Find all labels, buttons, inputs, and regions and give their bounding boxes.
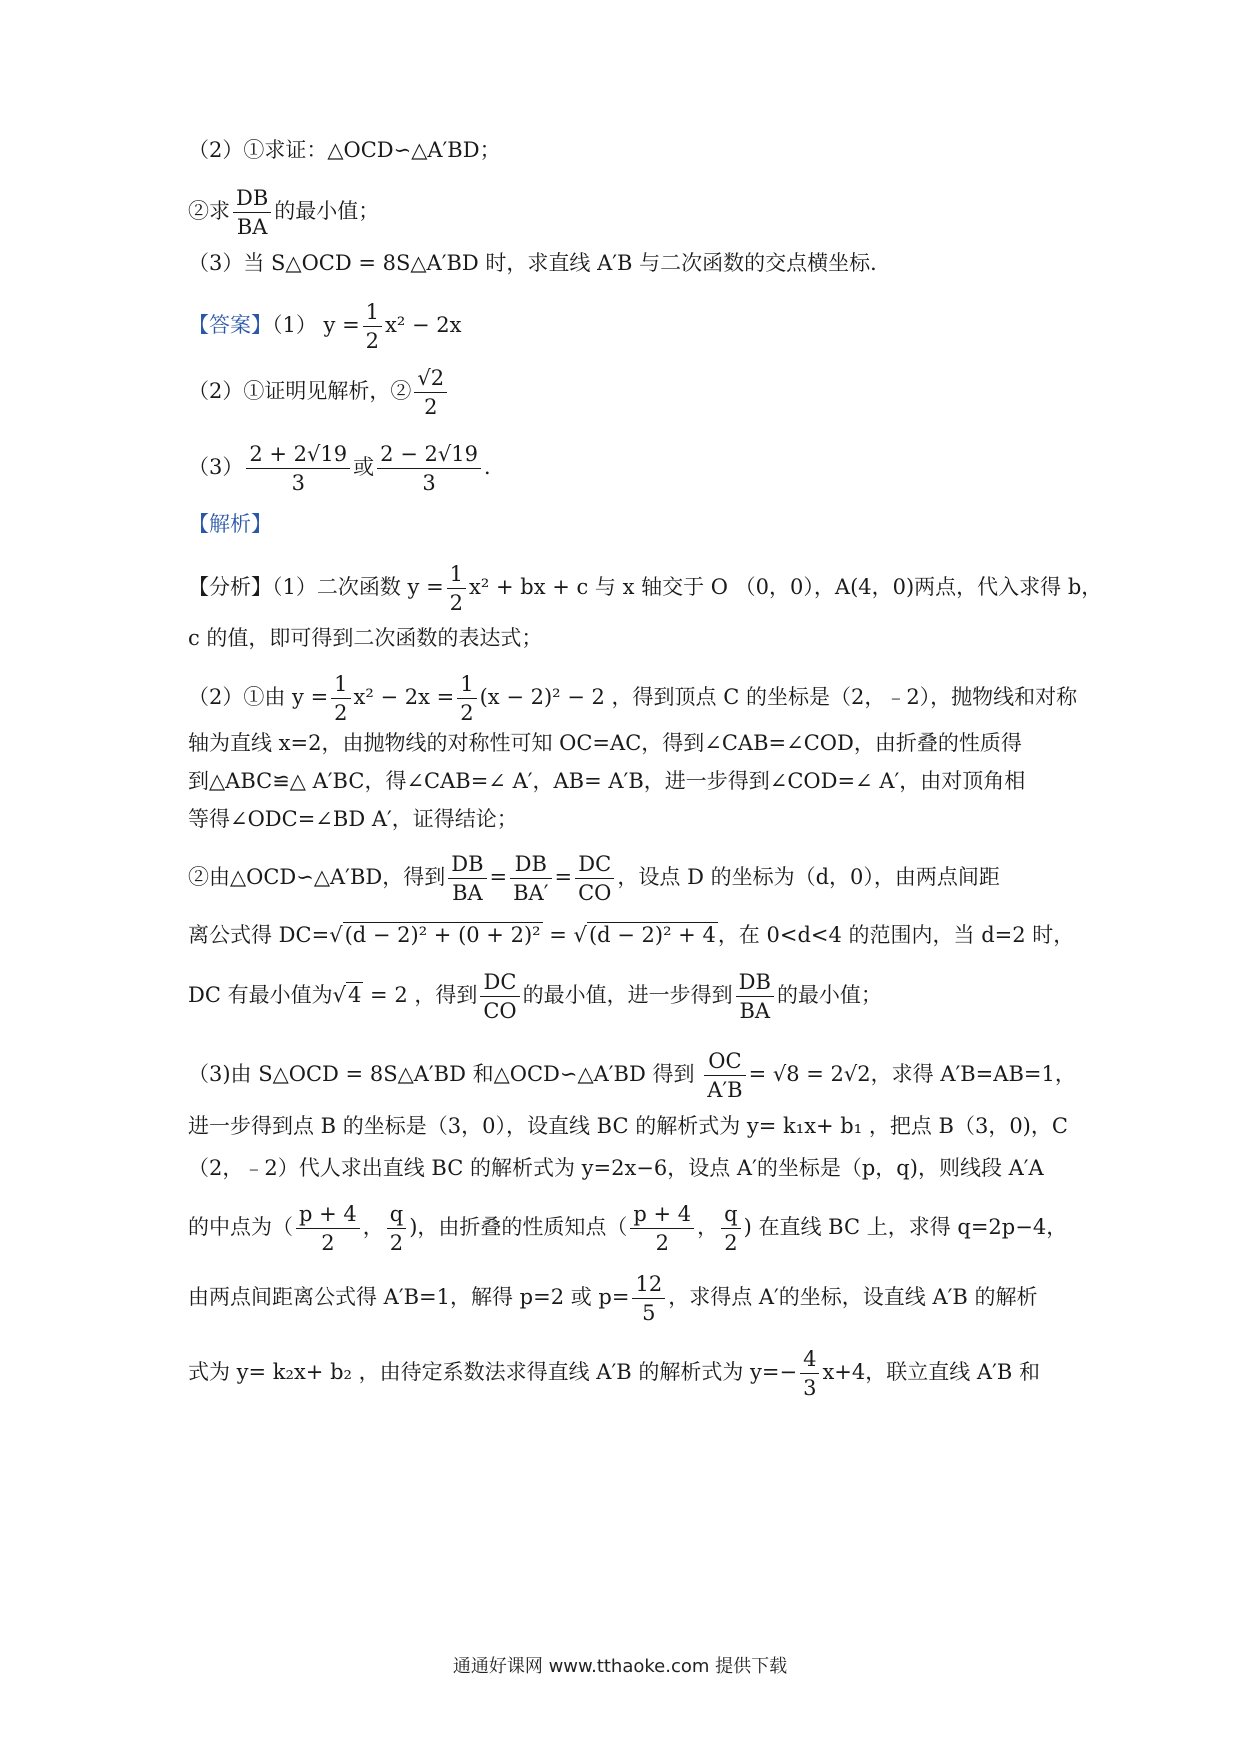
fraction: $\frac{OC}{A'B}$ — [704, 1047, 745, 1104]
fraction: $\frac{1}{2}$ — [363, 298, 382, 355]
fraction: $\frac{√2}{2}$ — [414, 364, 447, 421]
fraction: $\frac{p + 4}{2}$ — [296, 1200, 360, 1257]
analysis-3-line4: 的中点为（ $\frac{p + 4}{2}$ ， $\frac{q}{2}$ )，由折叠的性质知点（ $\frac{p + 4}{2}$ ， $\frac{q}{2}$ ) 在直线 BC 上，求得 q=2p−4， — [188, 1202, 1068, 1255]
fraction: $\frac{DC}{CO}$ — [575, 850, 614, 907]
fraction: $\frac{1}{2}$ — [331, 670, 350, 727]
sqrt-expression: √(d − 2)² + (0 + 2)² — [329, 923, 541, 947]
analysis-label: 【解析】 — [188, 512, 272, 536]
question-3: （3）当 S△OCD = 8S△A′BD 时，求直线 A′B 与二次函数的交点横坐标． — [188, 251, 892, 275]
analysis-3-line5: 由两点间距离公式得 A′B=1，解得 p=2 或 p= $\frac{12}{5}$ ，求得点 A′的坐标，设直线 A′B 的解析 — [188, 1272, 1038, 1325]
fraction: $\frac{q}{2}$ — [387, 1200, 406, 1257]
answer-label: 【答案】 — [188, 313, 272, 337]
analysis-2: （2）①由 y = $\frac{1}{2}$ x² − 2x = $\frac{1}{2}$ (x − 2)² − 2 ，得到顶点 C 的坐标是（2，﹣2），抛物线和对称 — [188, 672, 1078, 725]
question-2-1 — [188, 134, 1058, 166]
fraction: $\frac{DB}{BA}$ — [448, 850, 486, 907]
analysis-2-line2: 轴为直线 x=2，由抛物线的对称性可知 OC=AC，得到∠CAB=∠COD，由折叠的性质得 — [188, 731, 1022, 755]
fraction: $\frac{p + 4}{2}$ — [630, 1200, 694, 1257]
analysis-2-line4: 等得∠ODC=∠BD A′，证得结论； — [188, 807, 518, 831]
sqrt-expression: √4 — [332, 983, 362, 1007]
analysis-distance: 离公式得 DC=√(d − 2)² + (0 + 2)² = √(d − 2)² + 4，在 0<d<4 的范围内，当 d=2 时， — [188, 923, 1075, 947]
fraction: $\frac{1}{2}$ — [447, 560, 466, 617]
fraction: $\frac{12}{5}$ — [632, 1270, 665, 1327]
page-footer: 通通好课网 www.tthaoke.com 提供下载 — [452, 1656, 788, 1677]
sqrt-expression: √(d − 2)² + 4 — [573, 923, 716, 947]
fraction: $\frac{DC}{CO}$ — [480, 968, 519, 1025]
fraction: $\frac{4}{3}$ — [800, 1345, 819, 1402]
analysis-1: 【分析】（1）二次函数 y = $\frac{1}{2}$ x² + bx + c 与 x 轴交于 O （0，0），A(4，0)两点，代入求得 b， — [188, 562, 1103, 615]
analysis-2-line3: 到△ABC≌△ A′BC，得∠CAB=∠ A′，AB= A′B，进一步得到∠COD=∠ A′，由对顶角相 — [188, 769, 1026, 793]
fraction: $\frac{DB}{BA'}$ — [510, 850, 551, 907]
analysis-3-line2: 进一步得到点 B 的坐标是（3，0），设直线 BC 的解析式为 y= k₁x+ b₁ ，把点 B（3，0)，C — [188, 1114, 1068, 1138]
question-2-1-text: （2）①求证：△OCD∽△A′BD； — [188, 138, 501, 162]
analysis-min: DC 有最小值为√4 = 2 ，得到 $\frac{DC}{CO}$ 的最小值，进一步得到 $\frac{DB}{BA}$ 的最小值； — [188, 970, 882, 1023]
analysis-3-line6: 式为 y= k₂x+ b₂ ，由待定系数法求得直线 A′B 的解析式为 y=− $\frac{4}{3}$ x+4，联立直线 A′B 和 — [188, 1347, 1040, 1400]
answer-2: （2）①证明见解析，② $\frac{√2}{2}$ — [188, 364, 1058, 421]
fraction: $\frac{DB}{BA}$ — [233, 184, 271, 241]
fraction: $\frac{2 - 2√19}{3}$ — [377, 440, 481, 497]
fraction: $\frac{q}{2}$ — [721, 1200, 740, 1257]
answer-3: （3） $\frac{2 + 2√19}{3}$ 或 $\frac{2 - 2√19}{3}$ ． — [188, 442, 505, 495]
fraction: $\frac{2 + 2√19}{3}$ — [246, 440, 350, 497]
analysis-3-line3: （2，﹣2）代人求出直线 BC 的解析式为 y=2x−6，设点 A′的坐标是（p，q)，则线段 A′A — [188, 1156, 1044, 1180]
analysis-3: （3)由 S△OCD = 8S△A′BD 和△OCD∽△A′BD 得到 $\frac{OC}{A'B}$ = √8 = 2√2，求得 A′B=AB=1， — [188, 1049, 1076, 1102]
answer-1: 【答案】（1） y = $\frac{1}{2}$ x² − 2x — [188, 300, 462, 353]
analysis-1-line2: c 的值，即可得到二次函数的表达式； — [188, 626, 543, 650]
question-2-2: ②求 $\frac{DB}{BA}$ 的最小值； — [188, 186, 380, 239]
analysis-2-part2: ②由△OCD∽△A′BD，得到 $\frac{DB}{BA}$ = $\frac{DB}{BA'}$ = $\frac{DC}{CO}$ ，设点 D 的坐标为（d，0），由两点间距 — [188, 852, 1000, 905]
fraction: $\frac{DB}{BA}$ — [736, 968, 774, 1025]
fraction: $\frac{1}{2}$ — [457, 670, 476, 727]
